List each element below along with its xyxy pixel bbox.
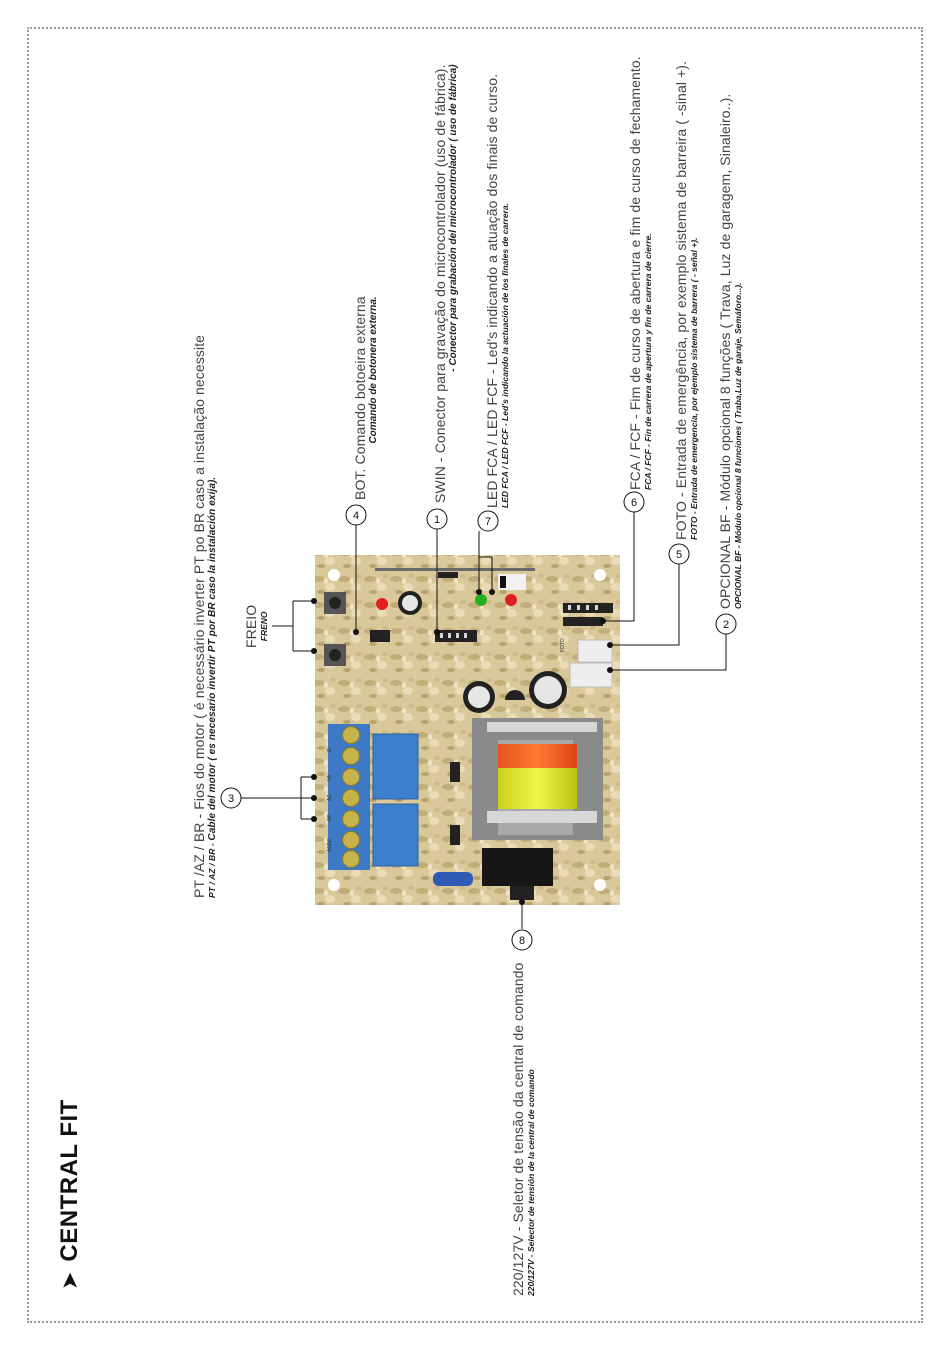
callout-3-sub-prefix: PT / AZ / BR - <box>207 840 217 898</box>
callout-6-main: FCA / FCF - Fim de curso de abertura e fim de curso de fechamento. <box>627 56 643 490</box>
callout-badge-7 <box>478 511 498 531</box>
led-green-fca <box>475 594 487 606</box>
svg-text:3: 3 <box>227 793 235 805</box>
callout-6-label <box>627 56 653 490</box>
callout-badge-5 <box>669 544 689 564</box>
svg-text:2: 2 <box>722 619 730 631</box>
callout-5-label <box>673 61 699 540</box>
chevron-right-icon: ➤ <box>57 1271 82 1290</box>
callout-7-main: LED FCA / LED FCF - Led's indicando a atuação dos finais de curso. <box>484 73 500 508</box>
callout-4-label <box>352 296 379 500</box>
relay-1 <box>373 734 418 799</box>
bf-connector <box>563 617 603 626</box>
svg-text:6: 6 <box>630 497 638 509</box>
callout-6-sub: FCA / FCF - Fin de carrera de apertura y fin de carrera de cierre. <box>643 233 653 490</box>
terminal-label-br: BR <box>327 814 333 821</box>
freio-sub: FRENO <box>259 611 269 642</box>
power-block <box>482 848 553 886</box>
callout-badge-2 <box>716 614 736 634</box>
led-red-fcf <box>505 594 517 606</box>
svg-text:7: 7 <box>484 516 492 528</box>
freio-label <box>243 605 269 648</box>
led-red-left <box>376 598 388 610</box>
callout-1-label <box>432 64 459 503</box>
callout-2-main: OPCIONAL BF - Módulo opcional 8 funções ( Trava, Luz de garagem, Sinaleiro..). <box>717 93 733 609</box>
callout-5-main: FOTO - Entrada de emergência, por exemplo sistema de barreira ( -sinal +). <box>673 60 689 540</box>
callout-badge-1 <box>427 509 447 529</box>
callout-4-sub: Comando de botonera externa. <box>368 296 379 444</box>
callout-5-sub: FOTO - Entrada de emergencia, por ejemplo sistema de barrera ( - señal +). <box>689 237 699 540</box>
relay-2 <box>373 804 418 866</box>
callout-2-sub: OPCIONAL BF - Módulo opcional 8 funciones ( Traba,Luz de garaje, Semáforo...). <box>733 282 743 609</box>
callout-8-main: 220/127V - Seletor de tensão da central de comando <box>510 962 526 1296</box>
callout-8-sub: 220/127V - Selector de tensión de la central de comando <box>526 1069 536 1296</box>
callout-badge-4 <box>346 505 366 525</box>
callout-badge-8 <box>512 930 532 950</box>
terminal-label-az: AZ <box>327 794 333 801</box>
blue-capacitor <box>433 872 473 886</box>
callout-3-sub-emph: Cable del motor ( es necesario invertir PT por BR caso la instalación exija). <box>207 476 218 841</box>
callout-7-sub: LED FCA / LED FCF - Led's indicando la actuación de los finales de carrera. <box>500 203 510 508</box>
terminal-label-aede: AEDE <box>327 838 333 852</box>
callout-1-main: SWIN - Conector para gravação do microcontrolador (uso de fábrica). <box>432 64 448 503</box>
callout-3-main: PT /AZ / BR - Fios do motor ( é necessário inverter PT po BR caso a instalação necessite <box>191 334 207 898</box>
transformer <box>472 718 603 840</box>
callout-1-sub: - Conector para grabación del microcontrolador ( uso de fábrica) <box>448 64 459 372</box>
freio-main: FREIO <box>243 604 259 648</box>
callout-badge-3 <box>221 788 241 808</box>
voltage-selector <box>510 886 534 900</box>
foto-board-label: FOTO <box>560 638 566 652</box>
callout-3-label <box>191 335 218 898</box>
svg-text:4: 4 <box>352 510 360 522</box>
terminal-label-omega: Ω <box>327 748 333 752</box>
svg-text:5: 5 <box>675 549 683 561</box>
optional-bf-connector <box>570 663 612 687</box>
brand-header <box>56 1099 84 1290</box>
bot-connector <box>370 630 390 642</box>
terminal-label-va: VA <box>327 774 333 781</box>
callout-badge-6 <box>624 492 644 512</box>
callout-4-main: BOT. Comando botoeira externa <box>352 296 368 500</box>
callout-7-label <box>484 74 510 508</box>
svg-text:1: 1 <box>433 514 441 526</box>
foto-connector <box>578 640 612 662</box>
svg-text:8: 8 <box>518 935 526 947</box>
callout-2-label <box>717 94 743 609</box>
callout-8-label <box>510 963 536 1296</box>
terminal-block <box>327 724 370 870</box>
brand-name: CENTRAL FIT <box>56 1099 83 1262</box>
